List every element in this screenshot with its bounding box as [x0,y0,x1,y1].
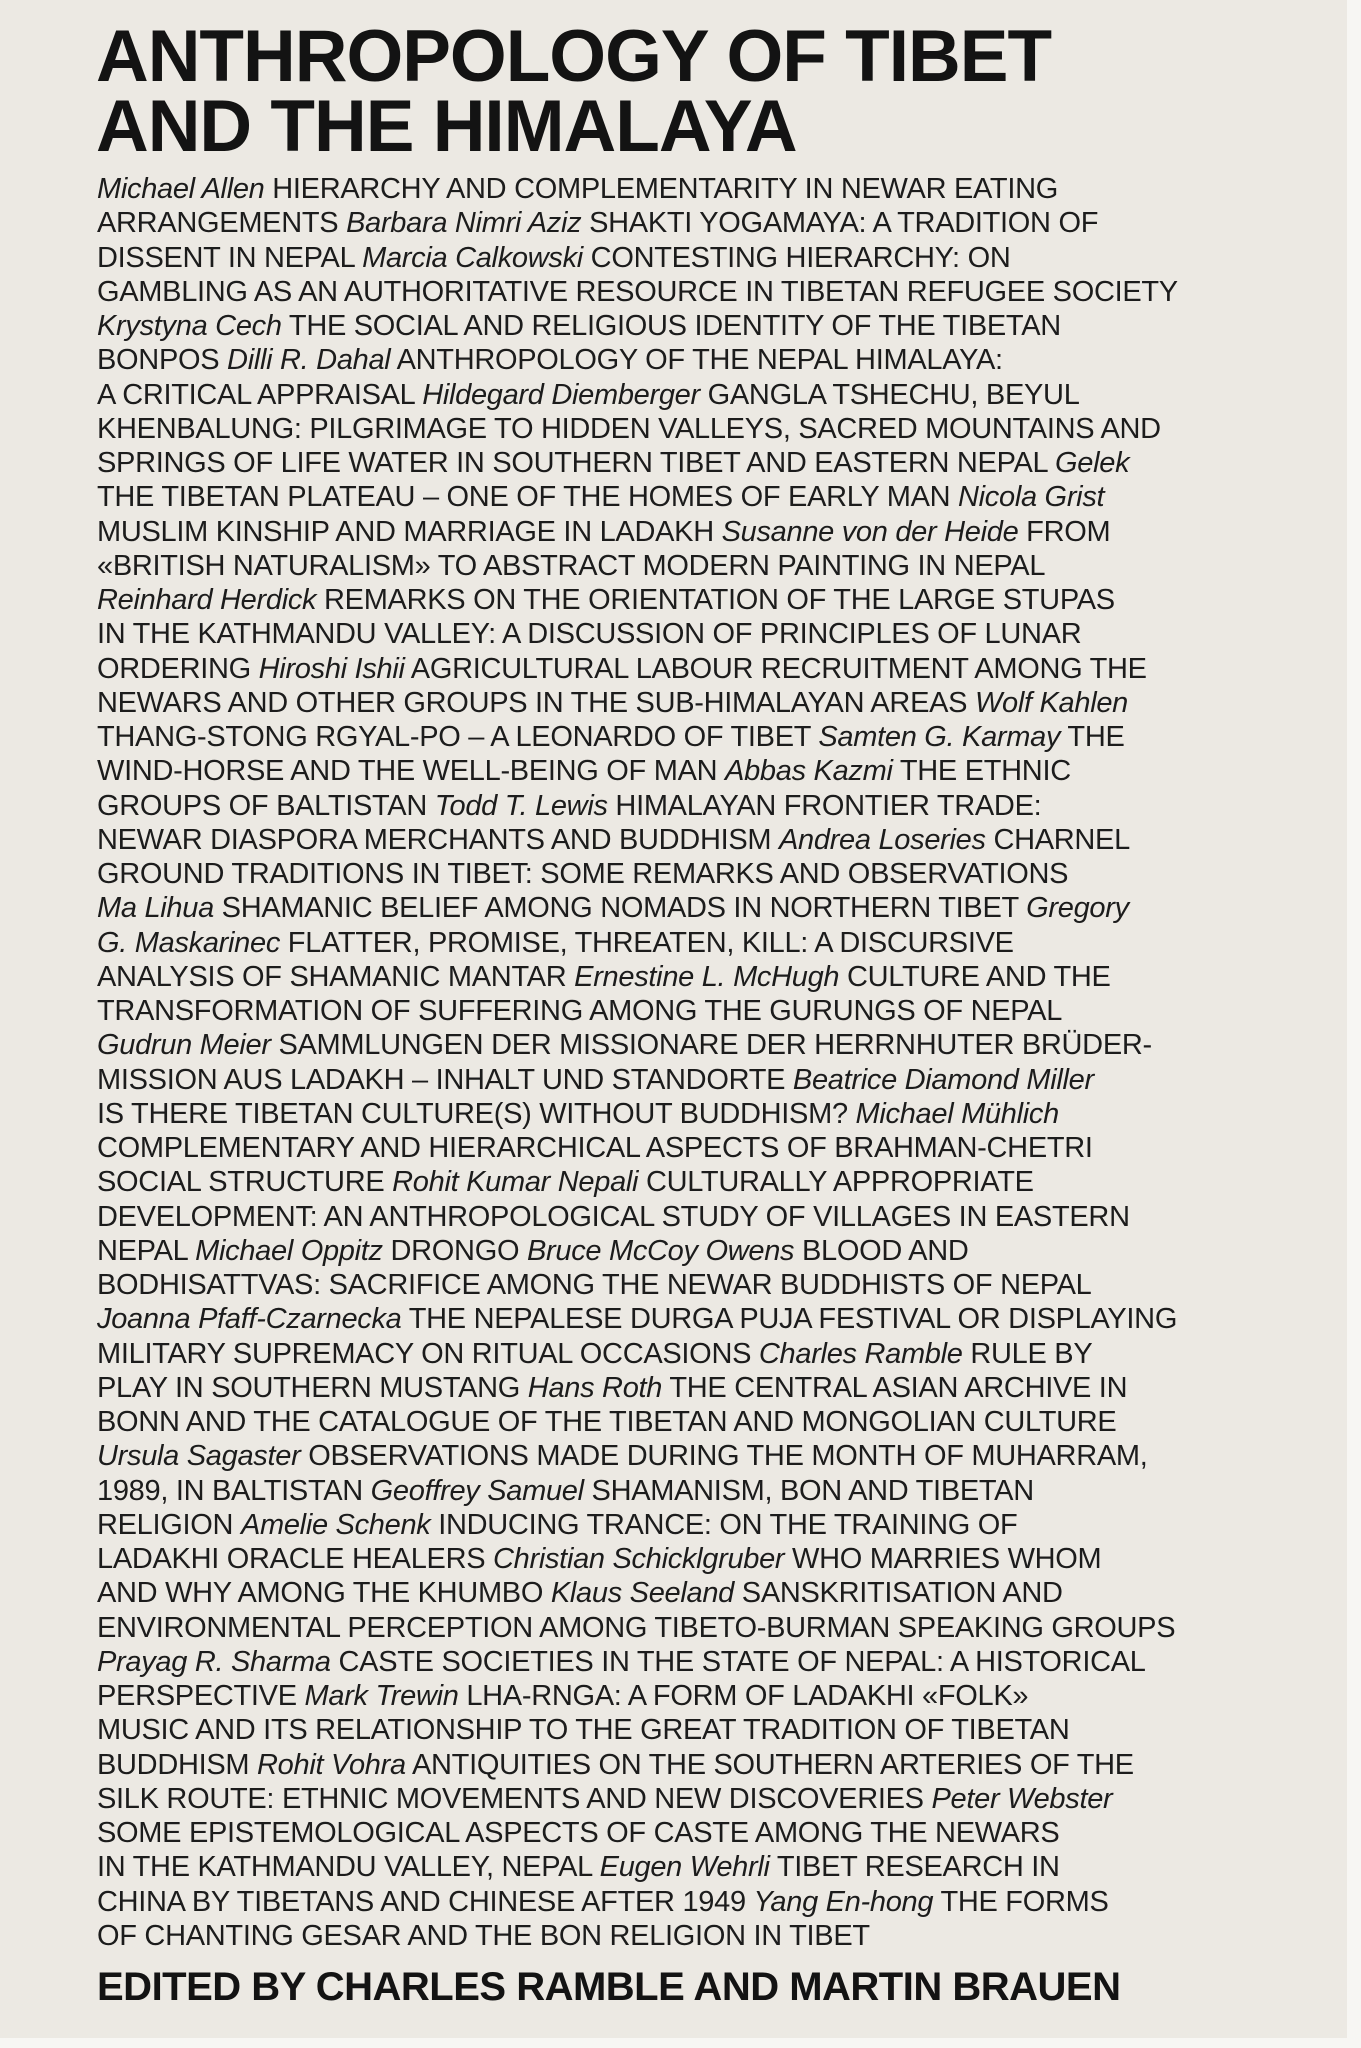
author-name: Abbas Kazmi [725,755,893,788]
contents-line [97,1063,1342,1097]
contents-line [97,1439,1342,1473]
contents-line [97,549,1342,583]
article-title-text: DRONGO [382,1234,527,1267]
contents-line [97,857,1342,891]
author-name: Andrea Loseries [779,823,986,856]
article-title-text: AGRICULTURAL LABOUR RECRUITMENT AMONG THE [404,652,1147,685]
article-title-text: ARRANGEMENTS [97,207,347,240]
article-title-text: GROUND TRADITIONS IN TIBET: SOME REMARKS AND OBSERVATIONS [97,858,1069,890]
article-title-text: ANALYSIS OF SHAMANIC MANTAR [97,960,575,993]
article-title-text: WIND-HORSE AND THE WELL-BEING OF MAN [97,755,726,788]
article-title-text: PERSPECTIVE [97,1680,305,1712]
article-title-text: ANTHROPOLOGY OF THE NEPAL HIMALAYA: [390,344,1003,377]
author-name: Geoffrey Samuel [370,1474,584,1507]
author-name: Nicola Grist [958,481,1105,514]
article-title-text: SHAMANISM, BON AND TIBETAN [583,1474,1034,1507]
author-name: Klaus Seeland [550,1577,735,1610]
author-name: Michael Oppitz [195,1234,383,1267]
article-title-text: «BRITISH NATURALISM» TO ABSTRACT MODERN PAINTING IN NEPAL [97,549,1046,582]
article-title-text: IS THERE TIBETAN CULTURE(S) WITHOUT BUDDHISM? [97,1097,856,1130]
article-title-text: GANGLA TSHECHU, BEYUL [699,378,1080,411]
article-title-text: SANSKRITISATION AND [734,1577,1063,1610]
author-name: Gregory [1026,892,1129,925]
article-title-text: COMPLEMENTARY AND HIERARCHICAL ASPECTS OF BRAHMAN-CHETRI [97,1132,1093,1164]
article-title-text: AND WHY AMONG THE KHUMBO [97,1577,551,1610]
contents-line [97,926,1342,960]
article-title-text: CULTURALLY APPROPRIATE [638,1166,1034,1199]
contents-line [97,583,1342,617]
author-name: Ursula Sagaster [97,1440,301,1473]
author-name: G. Maskarinec [97,926,281,959]
contents-line [97,309,1342,343]
article-title-text: CHINA BY TIBETANS AND CHINESE AFTER 1949 [97,1885,754,1918]
contents-line [97,1816,1342,1850]
article-title-text: MILITARY SUPREMACY ON RITUAL OCCASIONS [97,1337,759,1370]
article-title-text: CULTURE AND THE [839,960,1111,993]
article-title-text: THE [1060,721,1125,753]
article-title-text: BLOOD AND [794,1234,969,1267]
contents-line [97,1200,1342,1234]
author-name: Todd T. Lewis [434,789,608,822]
contents-line [97,789,1342,823]
author-name: Susanne von der Heide [721,515,1019,548]
author-name: Joanna Pfaff-Czarnecka [97,1303,402,1336]
article-title-text: ANTIQUITIES ON THE SOUTHERN ARTERIES OF THE [405,1748,1134,1781]
article-title-text: THE NEPALESE DURGA PUJA FESTIVAL OR DISPLAYING [401,1303,1178,1336]
contents-line [97,412,1342,446]
article-title-text: CONTESTING HIERARCHY: ON [582,241,1011,274]
contents-line [97,1919,1342,1953]
author-name: Michael Mühlich [855,1097,1059,1130]
author-name: Marcia Calkowski [362,241,583,274]
title-line-2: AND THE HIMALAYA [96,86,797,167]
article-title-text: ENVIRONMENTAL PERCEPTION AMONG TIBETO-BURMAN SPEAKING GROUPS [97,1611,1176,1644]
article-title-text: NEPAL [97,1234,196,1267]
author-name: Bruce McCoy Owens [526,1234,795,1267]
author-name: Prayag R. Sharma [97,1645,331,1678]
contents-line [97,652,1342,686]
contents-line [97,754,1342,788]
contents-line [97,1611,1342,1645]
article-title-text: SILK ROUTE: ETHNIC MOVEMENTS AND NEW DISCOVERIES [97,1782,932,1815]
article-title-text: BUDDHISM [97,1748,258,1781]
article-title-text: BODHISATTVAS: SACRIFICE AMONG THE NEWAR BUDDHISTS OF NEPAL [97,1269,1092,1301]
contents-line [97,1165,1342,1199]
contents-line [97,1679,1342,1713]
contents-line [97,1131,1342,1165]
author-name: Krystyna Cech [97,310,282,342]
article-title-text: OF CHANTING GESAR AND THE BON RELIGION IN TIBET [97,1919,870,1952]
article-title-text: 1989, IN BALTISTAN [97,1474,371,1507]
contents-line [97,480,1342,514]
contents-line [97,686,1342,720]
author-name: Gelek [1055,447,1130,479]
article-title-text: SHAKTI YOGAMAYA: A TRADITION OF [581,207,1099,240]
article-title-text: SAMMLUNGEN DER MISSIONARE DER HERRNHUTER BRÜDER- [270,1029,1152,1062]
contents-line [97,241,1342,275]
article-title-text: A CRITICAL APPRAISAL [97,378,423,411]
article-title-text: GAMBLING AS AN AUTHORITATIVE RESOURCE IN TIBETAN REFUGEE SOCIETY [97,275,1178,308]
author-name: Hildegard Diemberger [422,378,700,411]
contents-line [97,1474,1342,1508]
contents-line [97,172,1342,206]
contents-line [97,1713,1342,1747]
article-title-text: RULE BY [962,1337,1093,1370]
contents-line [97,1302,1342,1336]
article-title-text: BONPOS [97,344,228,377]
article-title-text: HIERARCHY AND COMPLEMENTARITY IN NEWAR EATING [264,173,1058,205]
contents-line [97,1337,1342,1371]
author-name: Wolf Kahlen [974,686,1129,719]
author-name: Dilli R. Dahal [227,344,391,377]
article-title-text: SOME EPISTEMOLOGICAL ASPECTS OF CASTE AMONG THE NEWARS [97,1817,1060,1849]
contents-line [97,1748,1342,1782]
article-title-text: DISSENT IN NEPAL [97,241,363,274]
contents-line [97,1405,1342,1439]
article-title-text: MISSION AUS LADAKH – INHALT UND STANDORTE [97,1063,793,1096]
contents-line [97,1850,1342,1884]
author-name: Barbara Nimri Aziz [346,207,582,240]
article-title-text: HIMALAYAN FRONTIER TRADE: [607,789,1042,822]
article-title-text: IN THE KATHMANDU VALLEY: A DISCUSSION OF PRINCIPLES OF LUNAR [97,618,1082,651]
contents-line [97,1508,1342,1542]
article-title-text: GROUPS OF BALTISTAN [97,789,435,822]
contents-line [97,891,1342,925]
author-name: Peter Webster [931,1782,1113,1815]
article-title-text: TIBET RESEARCH IN [769,1851,1060,1884]
article-title-text: RELIGION [97,1508,241,1541]
contents-line [97,823,1342,857]
contents-line [97,617,1342,651]
article-title-text: THE ETHNIC [892,755,1071,788]
article-title-text: WHO MARRIES WHOM [784,1543,1102,1575]
author-name: Rohit Kumar Nepali [392,1166,639,1199]
contents-line [97,1097,1342,1131]
author-name: Gudrun Meier [97,1029,271,1062]
article-title-text: MUSIC AND ITS RELATIONSHIP TO THE GREAT TRADITION OF TIBETAN [97,1714,1070,1747]
author-name: Eugen Wehrli [599,1851,770,1884]
contents-line [97,1371,1342,1405]
article-title-text: FROM [1018,515,1111,548]
article-title-text: THE SOCIAL AND RELIGIOUS IDENTITY OF THE TIBETAN [281,310,1061,342]
article-title-text: NEWAR DIASPORA MERCHANTS AND BUDDHISM [97,823,779,856]
article-title-text: THE CENTRAL ASIAN ARCHIVE IN [662,1371,1128,1404]
author-name: Ernestine L. McHugh [574,960,840,993]
article-title-text: BONN AND THE CATALOGUE OF THE TIBETAN AND MONGOLIAN CULTURE [97,1406,1117,1438]
article-title-text: THE FORMS [933,1885,1109,1918]
article-title-text: PLAY IN SOUTHERN MUSTANG [97,1371,528,1404]
author-name: Rohit Vohra [257,1748,406,1781]
author-name: Michael Allen [97,173,265,205]
article-title-text: TRANSFORMATION OF SUFFERING AMONG THE GURUNGS OF NEPAL [97,995,1063,1027]
contents-line [97,1782,1342,1816]
article-title-text: THANG-STONG RGYAL-PO – A LEONARDO OF TIBET [97,721,819,753]
author-name: Yang En-hong [753,1885,934,1918]
article-title-text: MUSLIM KINSHIP AND MARRIAGE IN LADAKH [97,515,722,548]
contents-line [97,378,1342,412]
contents-line [97,1234,1342,1268]
contents-line [97,343,1342,377]
contents-line [97,1576,1342,1610]
article-title-text: LADAKHI ORACLE HEALERS [97,1543,494,1575]
article-title-text: KHENBALUNG: PILGRIMAGE TO HIDDEN VALLEYS, SACRED MOUNTAINS AND [97,412,1161,445]
contents-line [97,1542,1342,1576]
contents-line [97,1028,1342,1062]
article-title-text: FLATTER, PROMISE, THREATEN, KILL: A DISCURSIVE [280,926,1014,959]
book-title [96,16,1316,167]
contents-line [97,994,1342,1028]
author-name: Charles Ramble [758,1337,963,1370]
contents-line [97,1268,1342,1302]
contributors-and-articles-list [97,172,1342,1953]
article-title-text: CHARNEL [985,823,1130,856]
contents-line [97,446,1342,480]
author-name: Christian Schicklgruber [493,1543,785,1575]
title-line-1: ANTHROPOLOGY OF TIBET [96,16,1052,97]
editors-credit: EDITED BY CHARLES RAMBLE AND MARTIN BRAUEN [97,1965,1121,2009]
article-title-text: IN THE KATHMANDU VALLEY, NEPAL [97,1851,600,1884]
contents-line [97,515,1342,549]
contents-line [97,720,1342,754]
article-title-text: INDUCING TRANCE: ON THE TRAINING OF [430,1508,1018,1541]
contents-line [97,206,1342,240]
author-name: Amelie Schenk [240,1508,431,1541]
author-name: Hans Roth [527,1371,663,1404]
author-name: Reinhard Herdick [97,584,317,616]
article-title-text: ORDERING [97,652,259,685]
author-name: Hiroshi Ishii [258,652,405,685]
article-title-text: THE TIBETAN PLATEAU – ONE OF THE HOMES OF EARLY MAN [97,481,959,514]
article-title-text: LHA-RNGA: A FORM OF LADAKHI «FOLK» [458,1680,1029,1712]
contents-line [97,1645,1342,1679]
article-title-text: DEVELOPMENT: AN ANTHROPOLOGICAL STUDY OF VILLAGES IN EASTERN [97,1200,1130,1233]
contents-line [97,1885,1342,1919]
author-name: Ma Lihua [97,892,214,925]
contents-line [97,960,1342,994]
author-name: Mark Trewin [304,1680,459,1712]
article-title-text: SPRINGS OF LIFE WATER IN SOUTHERN TIBET AND EASTERN NEPAL [97,447,1056,479]
author-name: Beatrice Diamond Miller [792,1063,1094,1096]
article-title-text: NEWARS AND OTHER GROUPS IN THE SUB-HIMALAYAN AREAS [97,686,975,719]
article-title-text: REMARKS ON THE ORIENTATION OF THE LARGE STUPAS [316,584,1115,616]
contents-line [97,275,1342,309]
article-title-text: SOCIAL STRUCTURE [97,1166,393,1199]
article-title-text: OBSERVATIONS MADE DURING THE MONTH OF MUHARRAM, [300,1440,1148,1473]
article-title-text: CASTE SOCIETIES IN THE STATE OF NEPAL: A HISTORICAL [330,1645,1146,1678]
author-name: Samten G. Karmay [818,721,1061,753]
article-title-text: SHAMANIC BELIEF AMONG NOMADS IN NORTHERN TIBET [213,892,1027,925]
